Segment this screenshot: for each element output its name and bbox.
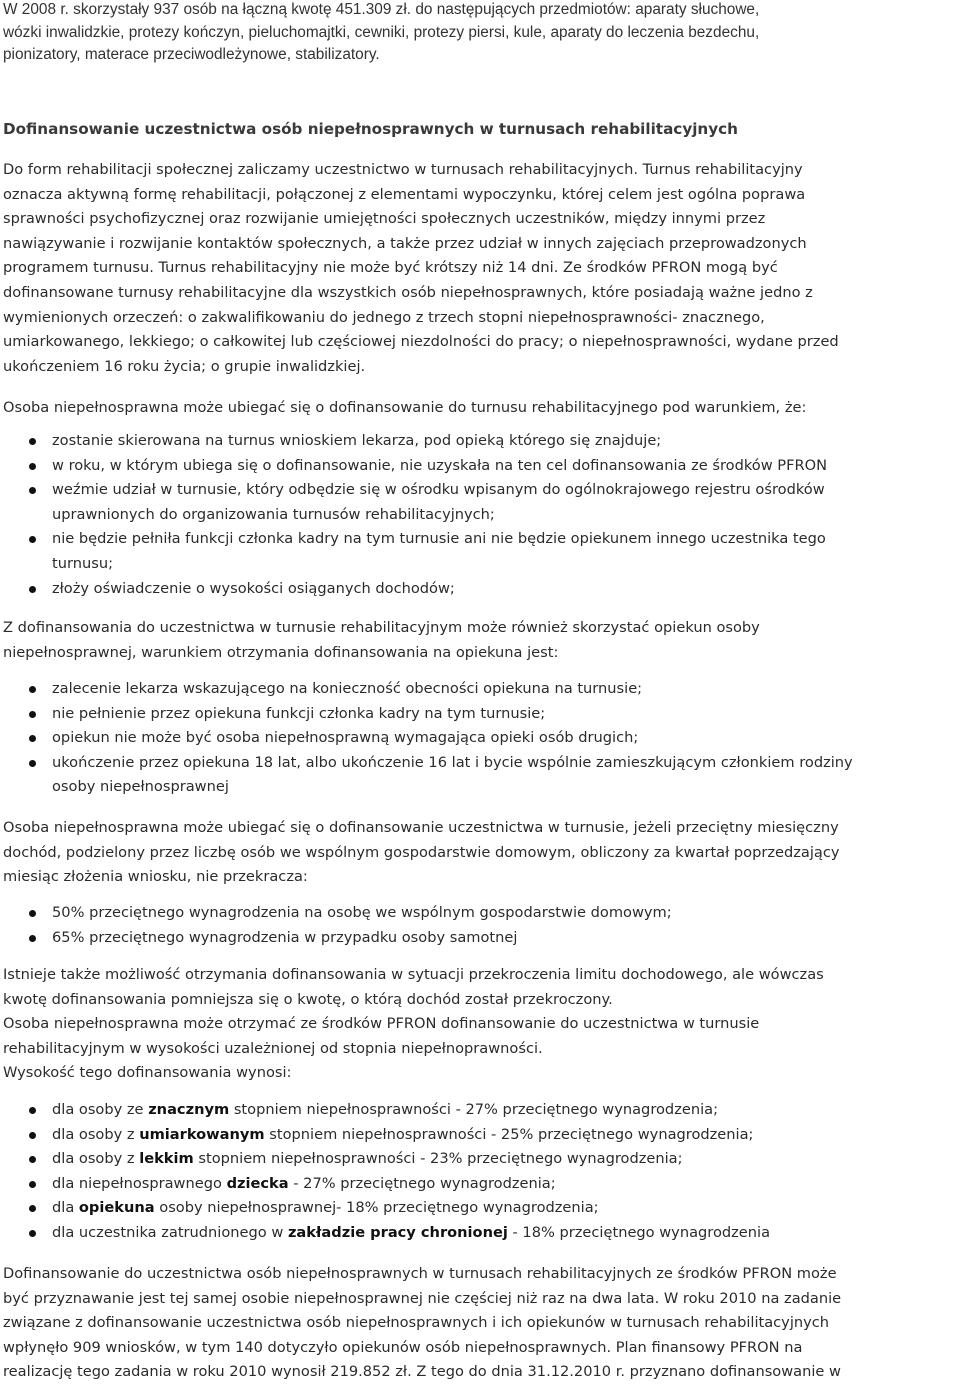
text-line: Osoba niepełnosprawna może ubiegać się o dofinansowanie do turnusu rehabilitacyjnego pod warunkiem, że: (3, 399, 807, 416)
rate-text: dla uczestnika zatrudnionego w (52, 1223, 288, 1241)
text-line: Do form rehabilitacji społecznej zaliczamy uczestnictwo w turnusach rehabilitacyjnych. Turnus rehabilitacyjny (3, 161, 803, 178)
text-line: sprawności psychofizycznej oraz rozwijanie umiejętności społecznych uczestników, między innymi przez (3, 210, 766, 228)
list-item-text: zalecenie lekarza wskazującego na konieczność obecności opiekuna na turnusie; (52, 680, 643, 697)
rate-text: - 18% przeciętnego wynagrodzenia (507, 1223, 771, 1241)
text-line: dochód, podzielony przez liczbę osób we wspólnym gospodarstwie domowym, obliczony za kwartał poprzedzający (3, 843, 840, 861)
list-item (3, 478, 958, 527)
rate-emphasis: znacznym (148, 1101, 230, 1118)
text-line: oznacza aktywną formę rehabilitacji, połączonej z elementami wypoczynku, której celem jest ogólna poprawa (3, 185, 806, 203)
text-line: nawiązywanie i rozwijanie kontaktów społecznych, a także przez udział w innych zajęciach przeprowadzonych (3, 234, 807, 252)
text-line: Istnieje także możliwość otrzymania dofinansowania w sytuacji przekroczenia limitu dochodowego, ale wówczas (3, 966, 824, 983)
list-item (3, 1123, 958, 1148)
list-item (3, 1172, 958, 1197)
list-item-text: nie będzie pełniła funkcji członka kadry na tym turnusie ani nie będzie opiekunem innego uczestnika tego (52, 530, 826, 548)
paragraph-turnus-definition (3, 158, 958, 379)
list-item-text: ukończenie przez opiekuna 18 lat, albo ukończenie 16 lat i bycie wspólnie zamieszkującym członkiem rodziny (52, 753, 853, 771)
list-item-text: nie pełnienie przez opiekuna funkcji członka kadry na tym turnusie; (52, 704, 546, 722)
list-item-text: osoby niepełnosprawnej (52, 778, 229, 796)
income-limits-list (3, 901, 958, 950)
rate-text: stopniem niepełnosprawności - 23% przeciętnego wynagrodzenia; (193, 1150, 683, 1168)
text-line: Wysokość tego dofinansowania wynosi: (3, 1064, 292, 1082)
text-line: wpłynęło 909 wniosków, w tym 140 dotyczyło opiekunów osób niepełnosprawnych. Plan finansowy PFRON na (3, 1338, 803, 1356)
list-item (3, 577, 958, 602)
list-item-text (52, 1196, 958, 1221)
text-line: kwotę dofinansowania pomniejsza się o kwotę, o którą dochód został przekroczony. (3, 990, 613, 1008)
list-item-text: w roku, w którym ubiega się o dofinansowanie, nie uzyskała na ten cel dofinansowania ze środków PFRON (52, 456, 828, 474)
intro-line: W 2008 r. skorzystały 937 osób na łączną kwotę 451.309 zł. do następujących przedmiotów: aparaty słuchowe, (3, 1, 760, 18)
list-item (3, 429, 958, 454)
text-line: Z dofinansowania do uczestnictwa w turnusie rehabilitacyjnym może również skorzystać opiekun osoby (3, 619, 760, 636)
conditions-list (3, 429, 958, 601)
text-line: rehabilitacyjnym w wysokości uzależnionej od stopnia niepełnoprawności. (3, 1039, 543, 1057)
rate-emphasis: dziecka (226, 1174, 289, 1192)
list-item (3, 1098, 958, 1123)
list-item-text (52, 1098, 958, 1123)
text-line: Dofinansowanie do uczestnictwa osób niepełnosprawnych w turnusach rehabilitacyjnych ze środków PFRON może (3, 1265, 837, 1282)
list-item-text (52, 1147, 958, 1172)
text-line: być przyznawanie jest tej samej osobie niepełnosprawnej nie częściej niż raz na dwa lata. W roku 2010 na zadanie (3, 1289, 842, 1307)
paragraph-guardian-intro (3, 616, 958, 665)
intro-paragraph (3, 0, 958, 67)
list-item-text: 50% przeciętnego wynagrodzenia na osobę we wspólnym gospodarstwie domowym; (52, 904, 672, 921)
rate-text: dla niepełnosprawnego (52, 1174, 227, 1192)
funding-rates-list (3, 1098, 958, 1246)
list-item (3, 1221, 958, 1246)
list-item (3, 751, 958, 800)
text-line: niepełnosprawnej, warunkiem otrzymania dofinansowania na opiekuna jest: (3, 643, 559, 661)
list-item-text: zostanie skierowana na turnus wnioskiem lekarza, pod opieką którego się znajduje; (52, 432, 662, 449)
list-item (3, 677, 958, 702)
rate-text: stopniem niepełnosprawności - 27% przeciętnego wynagrodzenia; (229, 1101, 718, 1118)
list-item-text (52, 1123, 958, 1148)
list-item-text: uprawnionych do organizowania turnusów rehabilitacyjnych; (52, 505, 495, 523)
intro-line: wózki inwalidzkie, protezy kończyn, pieluchomajtki, cewniki, protezy piersi, kule, aparaty do leczenia bezdechu, (3, 23, 760, 41)
rate-text: dla osoby z (52, 1125, 140, 1143)
list-item-text: weźmie udział w turnusie, który odbędzie się w ośrodku wpisanym do ogólnokrajowego rejestru ośrodków (52, 481, 825, 499)
rate-text: dla osoby z (52, 1150, 140, 1168)
list-item (3, 901, 958, 926)
list-item (3, 454, 958, 479)
list-item (3, 702, 958, 727)
list-item (3, 1147, 958, 1172)
list-item-text (52, 1172, 958, 1197)
rate-emphasis: lekkim (139, 1150, 194, 1168)
text-line: związane z dofinansowanie uczestnictwa osób niepełnosprawnych i ich opiekunów w turnusach rehabilitacyjnych (3, 1314, 830, 1332)
paragraph-conditions-intro (3, 396, 958, 421)
guardian-conditions-list (3, 677, 958, 800)
rate-text: - 27% przeciętnego wynagrodzenia; (288, 1174, 556, 1192)
list-item-text: turnusu; (52, 554, 113, 572)
list-item (3, 1196, 958, 1221)
text-line: dofinansowane turnusy rehabilitacyjne dla wszystkich osób niepełnosprawnych, które posiadają ważne jedno z (3, 283, 813, 301)
paragraph-funding-amount (3, 963, 958, 1086)
paragraph-funding-frequency (3, 1262, 958, 1385)
rate-text: dla (52, 1199, 79, 1217)
section-heading: Dofinansowanie uczestnictwa osób niepełnosprawnych w turnusach rehabilitacyjnych (3, 120, 738, 138)
list-item-text: 65% przeciętnego wynagrodzenia w przypadku osoby samotnej (52, 928, 518, 946)
intro-line: pionizatory, materace przeciwodleżynowe, stabilizatory. (3, 46, 380, 63)
text-line: Osoba niepełnosprawna może ubiegać się o dofinansowanie uczestnictwa w turnusie, jeżeli przeciętny miesięczny (3, 819, 839, 836)
rate-text: dla osoby ze (52, 1101, 149, 1118)
list-item (3, 926, 958, 951)
list-item-text (52, 1221, 958, 1246)
text-line: Osoba niepełnosprawna może otrzymać ze środków PFRON dofinansowanie do uczestnictwa w turnusie (3, 1015, 760, 1033)
text-line: ukończeniem 16 roku życia; o grupie inwalidzkiej. (3, 357, 366, 375)
paragraph-income-intro (3, 816, 958, 890)
text-line: programem turnusu. Turnus rehabilitacyjny nie może być krótszy niż 14 dni. Ze środków PFRON mogą być (3, 259, 778, 277)
list-item (3, 527, 958, 576)
list-item (3, 726, 958, 751)
text-line: miesiąc złożenia wniosku, nie przekracza: (3, 868, 308, 886)
list-item-text: złoży oświadczenie o wysokości osiąganych dochodów; (52, 579, 455, 597)
text-line: wymienionych orzeczeń: o zakwalifikowaniu do jednego z trzech stopni niepełnosprawności- znacznego, (3, 308, 765, 326)
rate-emphasis: umiarkowanym (139, 1125, 265, 1143)
list-item-text: opiekun nie może być osoba niepełnosprawną wymagająca opieki osób drugich; (52, 729, 639, 747)
rate-emphasis: opiekuna (78, 1199, 155, 1217)
rate-text: osoby niepełnosprawnej- 18% przeciętnego wynagrodzenia; (154, 1199, 599, 1217)
text-line: umiarkowanego, lekkiego; o całkowitej lub częściowej niezdolności do pracy; o niepełnosprawności, wydane przed (3, 333, 839, 351)
rate-emphasis: zakładzie pracy chronionej (287, 1223, 508, 1241)
text-line: realizację tego zadania w roku 2010 wynosił 219.852 zł. Z tego do dnia 31.12.2010 r. przyznano dofinansowanie w (3, 1363, 841, 1381)
rate-text: stopniem niepełnosprawności - 25% przeciętnego wynagrodzenia; (264, 1125, 754, 1143)
